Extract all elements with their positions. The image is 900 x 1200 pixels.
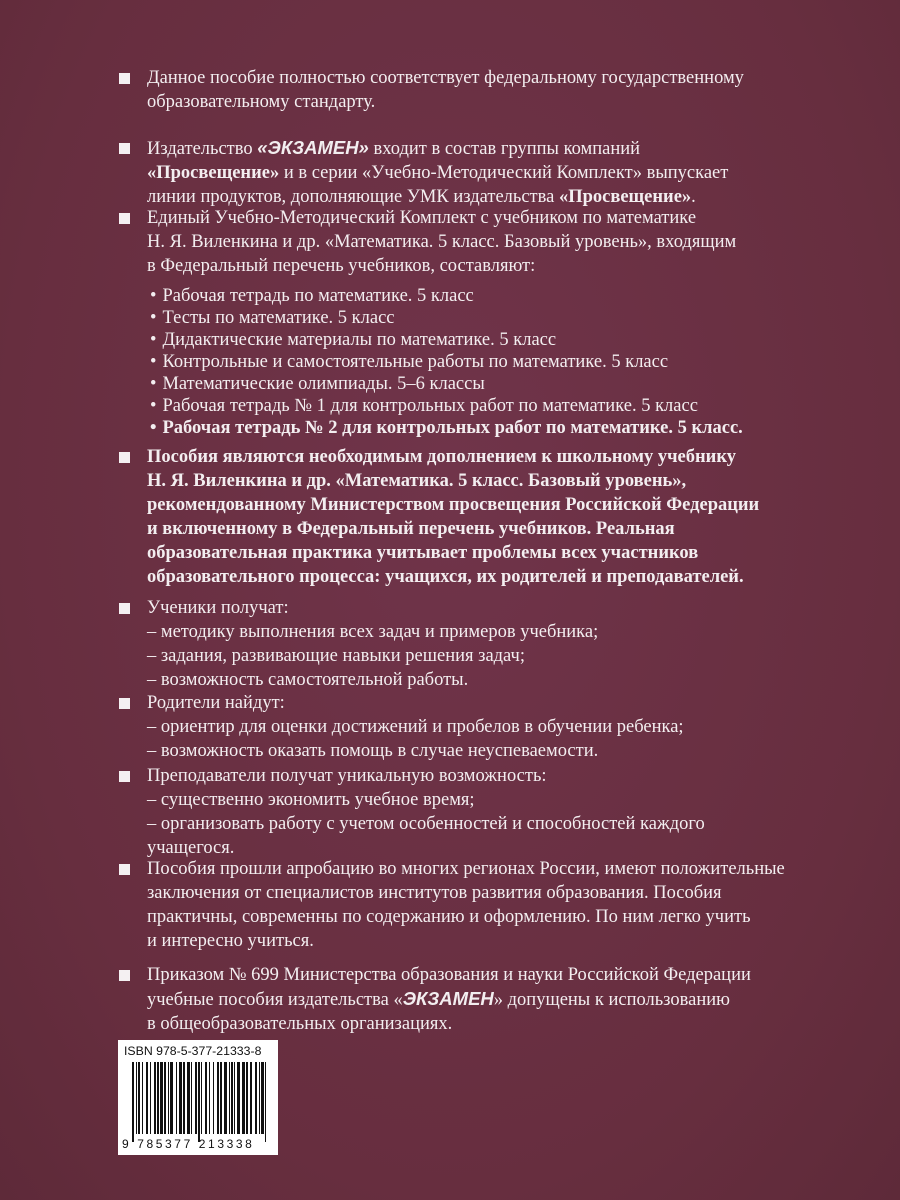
square-bullet-icon xyxy=(119,73,130,84)
barcode-bar xyxy=(164,1062,166,1134)
square-bullet-icon xyxy=(119,603,130,614)
text-run: Данное пособие полностью соответствует федеральному государственному xyxy=(147,68,744,88)
text-line xyxy=(147,620,847,644)
paragraph-ministry-order xyxy=(147,963,847,1036)
text-line xyxy=(147,668,847,692)
text-run: в Федеральный перечень учебников, составляют: xyxy=(147,256,536,276)
text-run: «ЭКЗАМЕН» xyxy=(257,137,369,158)
text-line xyxy=(147,812,847,836)
barcode-bar xyxy=(136,1062,137,1134)
barcode-bar xyxy=(138,1062,140,1134)
umk-list-item: • Дидактические материалы по математике. 5 класс xyxy=(150,329,743,351)
umk-list-item: • Рабочая тетрадь по математике. 5 класс xyxy=(150,285,743,307)
square-bullet-icon xyxy=(119,698,130,709)
text-run: ЭКЗАМЕН xyxy=(402,988,494,1009)
barcode-bar xyxy=(191,1062,192,1134)
paragraph-standard-compliance xyxy=(147,66,847,114)
barcode-bar xyxy=(201,1062,202,1134)
square-bullet-icon xyxy=(119,771,130,782)
umk-list-item: • Рабочая тетрадь № 1 для контрольных работ по математике. 5 класс xyxy=(150,395,743,417)
umk-list-item: • Рабочая тетрадь № 2 для контрольных работ по математике. 5 класс. xyxy=(150,417,743,439)
barcode-bar xyxy=(250,1062,252,1134)
text-line xyxy=(147,206,847,230)
barcode-bar xyxy=(246,1062,248,1134)
text-line xyxy=(147,857,847,881)
text-line xyxy=(147,445,847,469)
barcode-digits: 9 785377 213338 xyxy=(122,1137,255,1151)
barcode-bar xyxy=(142,1062,143,1134)
text-line xyxy=(147,1012,847,1036)
square-bullet-icon xyxy=(119,864,130,875)
barcode-bar xyxy=(150,1062,151,1134)
text-line xyxy=(147,254,847,278)
text-run: в общеобразовательных организациях. xyxy=(147,1014,453,1034)
barcode-bar xyxy=(195,1062,197,1134)
text-line xyxy=(147,881,847,905)
text-run: учебные пособия издательства « xyxy=(147,990,403,1010)
text-line xyxy=(147,764,847,788)
text-run: входит в состав группы компаний xyxy=(368,139,641,159)
text-line xyxy=(147,161,847,185)
text-run: – организовать работу с учетом особенностей и способностей каждого xyxy=(147,814,705,834)
square-bullet-icon xyxy=(119,143,130,154)
text-line xyxy=(147,691,847,715)
text-run: Ученики получат: xyxy=(147,598,289,618)
barcode-bar xyxy=(213,1062,214,1134)
barcode-bar xyxy=(229,1062,230,1134)
text-line xyxy=(147,929,847,953)
text-line xyxy=(147,517,847,541)
barcode-bar xyxy=(187,1062,190,1134)
text-line xyxy=(147,715,847,739)
text-run: «Просвещение» xyxy=(147,163,280,183)
barcode-bar xyxy=(157,1062,159,1134)
paragraph-teachers-benefits xyxy=(147,764,847,860)
text-run: линии продуктов, дополняющие УМК издательства xyxy=(147,187,559,207)
barcode-bar xyxy=(179,1062,182,1134)
text-run: – задания, развивающие навыки решения задач; xyxy=(147,646,525,666)
text-run: – возможность оказать помощь в случае неуспеваемости. xyxy=(147,741,599,761)
text-run: Н. Я. Виленкина и др. «Математика. 5 класс. Базовый уровень», входящим xyxy=(147,232,737,252)
text-line xyxy=(147,136,847,161)
barcode-bar xyxy=(183,1062,185,1134)
text-run: Н. Я. Виленкина и др. «Математика. 5 класс. Базовый уровень», xyxy=(147,471,687,491)
barcode-bar xyxy=(255,1062,257,1134)
text-run: » допущены к использованию xyxy=(493,990,730,1010)
barcode-bar xyxy=(220,1062,222,1134)
text-run: Единый Учебно-Методический Комплект с учебником по математике xyxy=(147,208,697,228)
barcode-bar xyxy=(234,1062,235,1134)
barcode-bar xyxy=(237,1062,240,1134)
text-line xyxy=(147,541,847,565)
text-run: . xyxy=(691,187,696,207)
text-run: образовательная практика учитывает проблемы всех участников xyxy=(147,543,699,563)
square-bullet-icon xyxy=(119,213,130,224)
umk-list-item: • Контрольные и самостоятельные работы по математике. 5 класс xyxy=(150,351,743,373)
paragraph-students-benefits xyxy=(147,596,847,692)
text-line xyxy=(147,739,847,763)
text-run: Пособия являются необходимым дополнением к школьному учебнику xyxy=(147,447,736,467)
text-line xyxy=(147,963,847,987)
text-run: образовательного процесса: учащихся, их родителей и преподавателей. xyxy=(147,567,744,587)
text-run: учащегося. xyxy=(147,838,235,858)
text-run: Родители найдут: xyxy=(147,693,285,713)
isbn-number: ISBN 978-5-377-21333-8 xyxy=(124,1044,262,1058)
text-run: Пособия прошли апробацию во многих регионах России, имеют положительные xyxy=(147,859,785,879)
text-line xyxy=(147,788,847,812)
text-line xyxy=(147,493,847,517)
text-run: – методику выполнения всех задач и примеров учебника; xyxy=(147,622,599,642)
barcode-bar xyxy=(261,1062,264,1134)
barcode-bar xyxy=(176,1062,177,1134)
barcode-bar xyxy=(198,1062,200,1142)
barcode-bar xyxy=(242,1062,245,1134)
paragraph-parents-benefits xyxy=(147,691,847,763)
text-line xyxy=(147,565,847,589)
umk-list-item: • Математические олимпиады. 5–6 классы xyxy=(150,373,743,395)
barcode-bar xyxy=(168,1062,169,1134)
text-run: «Просвещение» xyxy=(558,187,692,207)
text-run: и включенному в Федеральный перечень учебников. Реальная xyxy=(147,519,675,539)
paragraph-umk-composition xyxy=(147,206,847,278)
text-line xyxy=(147,66,847,90)
text-run: заключения от специалистов институтов развития образования. Пособия xyxy=(147,883,722,903)
barcode-bar xyxy=(259,1062,260,1134)
umk-list xyxy=(150,285,743,439)
barcode-bar xyxy=(217,1062,219,1134)
isbn-barcode xyxy=(118,1040,278,1155)
barcode-bar xyxy=(224,1062,227,1134)
text-run: Преподаватели получат уникальную возможность: xyxy=(147,766,547,786)
barcode-bar xyxy=(231,1062,233,1134)
barcode-bar xyxy=(265,1062,266,1142)
barcode-bar xyxy=(170,1062,173,1134)
text-line xyxy=(147,905,847,929)
barcode-bar xyxy=(205,1062,207,1134)
text-line xyxy=(147,987,847,1012)
barcode-bar xyxy=(160,1062,163,1134)
paragraph-supplement-description xyxy=(147,445,847,589)
barcode-bar xyxy=(132,1062,134,1142)
text-run: – ориентир для оценки достижений и пробелов в обучении ребенка; xyxy=(147,717,684,737)
barcode-bar xyxy=(209,1062,210,1134)
text-run: и интересно учиться. xyxy=(147,931,314,951)
text-line xyxy=(147,230,847,254)
text-run: рекомендованному Министерством просвещения Российской Федерации xyxy=(147,495,760,515)
paragraph-publisher-info xyxy=(147,136,847,209)
text-run: – возможность самостоятельной работы. xyxy=(147,670,469,690)
barcode-bar xyxy=(154,1062,156,1134)
text-run: образовательному стандарту. xyxy=(147,92,376,112)
text-run: и в серии «Учебно-Методический Комплект» выпускает xyxy=(279,163,729,183)
text-line xyxy=(147,469,847,493)
text-line xyxy=(147,90,847,114)
text-line xyxy=(147,596,847,620)
text-run: Приказом № 699 Министерства образования и науки Российской Федерации xyxy=(147,965,751,985)
text-run: Издательство xyxy=(147,139,258,159)
text-run: практичны, современны по содержанию и оформлению. По ним легко учить xyxy=(147,907,751,927)
umk-list-item: • Тесты по математике. 5 класс xyxy=(150,307,743,329)
barcode-bar xyxy=(146,1062,148,1134)
paragraph-approbation xyxy=(147,857,847,953)
square-bullet-icon xyxy=(119,452,130,463)
square-bullet-icon xyxy=(119,970,130,981)
barcode-bars xyxy=(132,1062,268,1142)
text-run: – существенно экономить учебное время; xyxy=(147,790,475,810)
text-line xyxy=(147,644,847,668)
